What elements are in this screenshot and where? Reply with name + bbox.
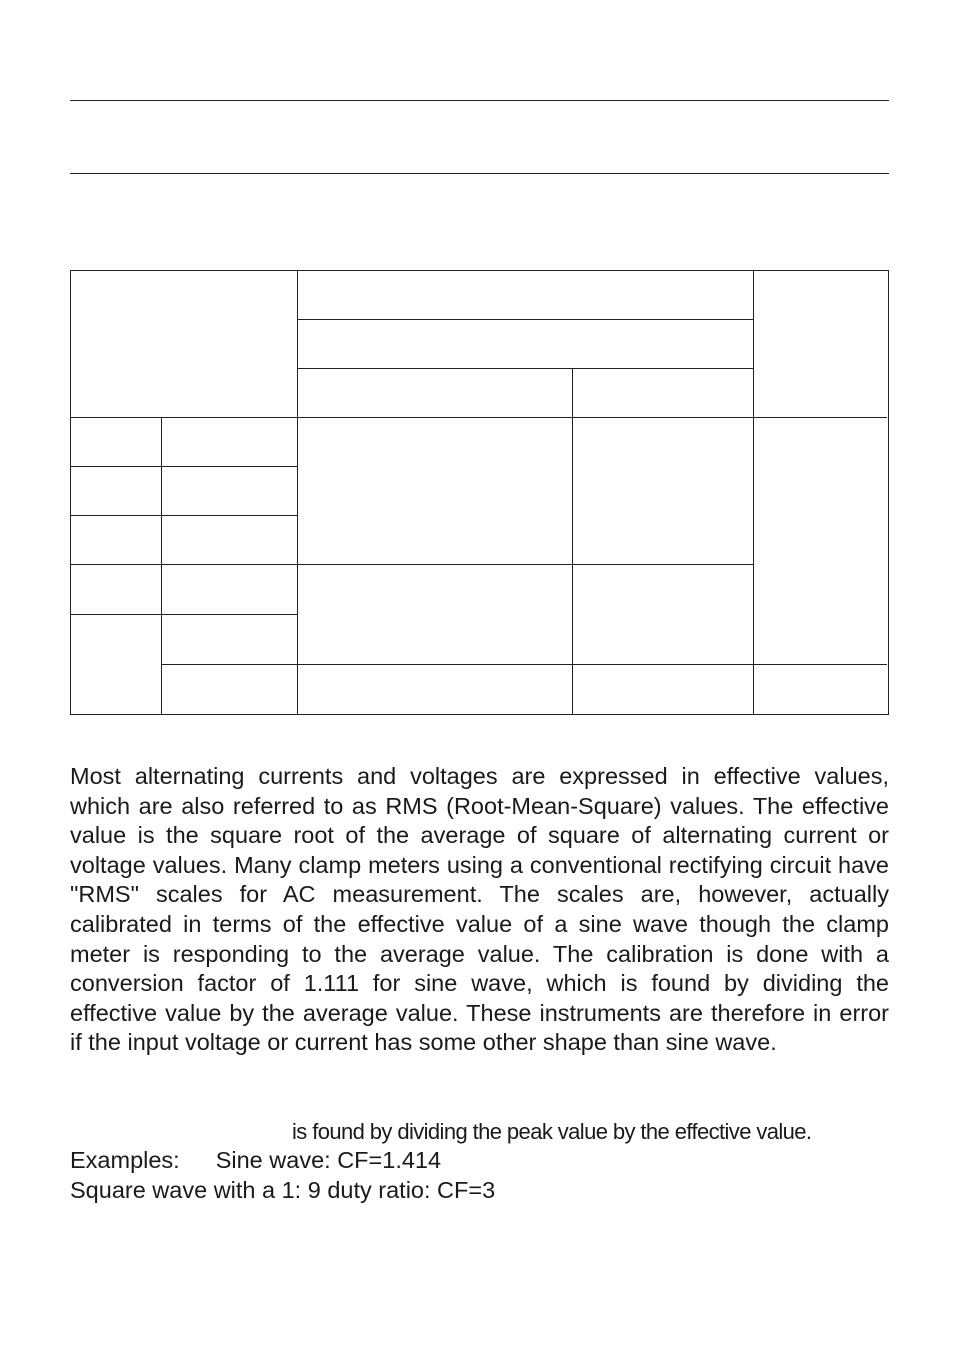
header-rule-bottom (70, 173, 889, 174)
table-hline (161, 664, 887, 665)
table-hline (297, 319, 753, 320)
table-vline (753, 271, 754, 714)
example-sine-wave: Sine wave: CF=1.414 (215, 1147, 442, 1173)
table-hline (71, 515, 297, 516)
table-vline (161, 417, 162, 714)
table-hline (71, 466, 297, 467)
crest-factor-definition: is found by dividing the peak value by the effective value. (292, 1119, 812, 1144)
rms-explanation-paragraph: Most alternating currents and voltages are expressed in effective values, which are also referred to as RMS (Root-Mean-Square) values. The effective value is the square root of the average of square of alternating current or voltage values. Many clamp meters using a conventional rectifying circuit have "RMS" scales for AC measurement. The scales are, however, actually calibrated in terms of the effective value of a sine wave though the clamp meter is responding to the average value. The calibration is done with a conversion factor of 1.111 for sine wave, which is found by dividing the effective value by the average value. These instruments are therefore in error if the input voltage or current has some other shape than sine wave. (70, 763, 889, 1056)
table-vline (297, 271, 298, 714)
table-hline (71, 614, 297, 615)
table-hline (71, 564, 753, 565)
example-line-1 (70, 1147, 441, 1174)
header-rule-top (70, 100, 889, 101)
table-hline (297, 368, 753, 369)
table-hline (71, 417, 887, 418)
waveform-comparison-table (70, 270, 889, 715)
examples-label: Examples: (70, 1147, 180, 1173)
example-square-wave: Square wave with a 1: 9 duty ratio: CF=3 (70, 1177, 496, 1203)
table-vline (572, 368, 573, 714)
